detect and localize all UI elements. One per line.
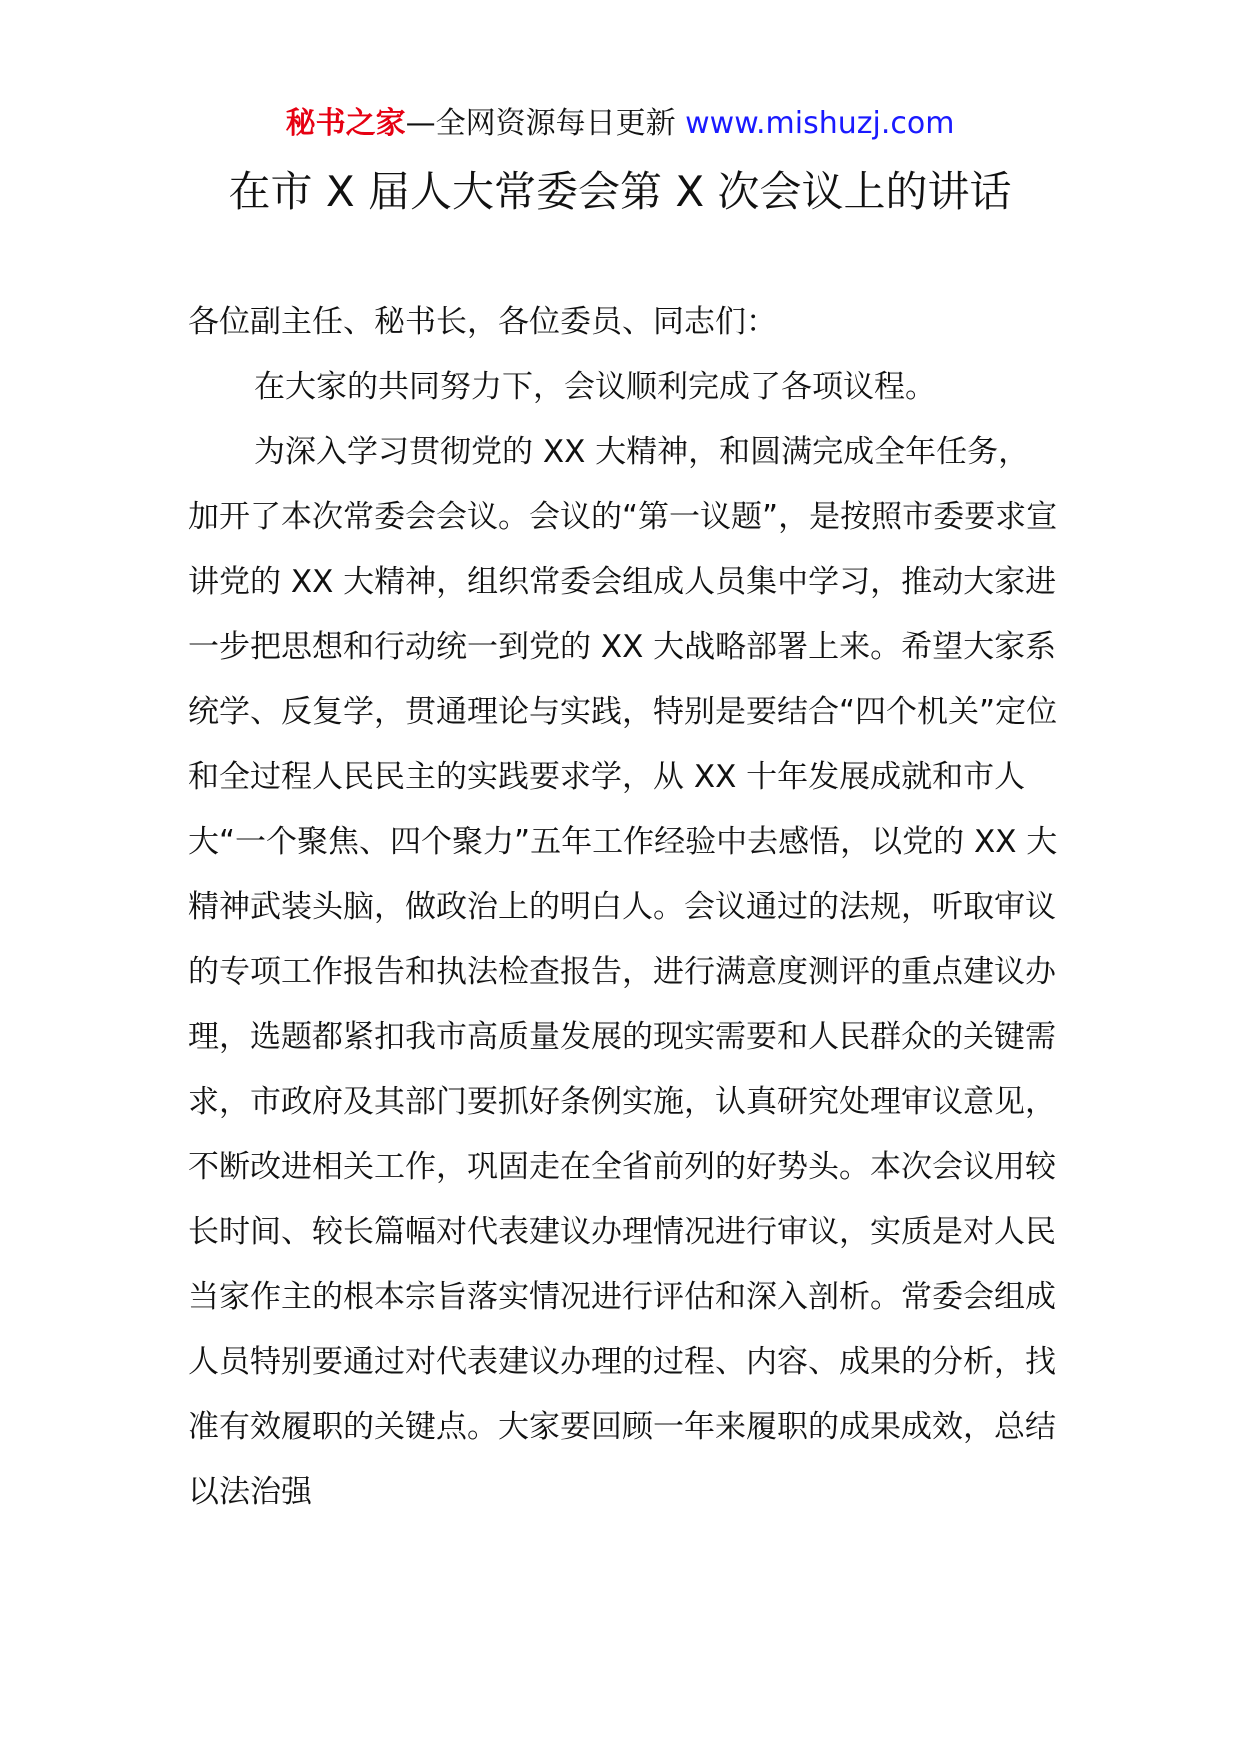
document-title: 在市 X 届人大常委会第 X 次会议上的讲话: [228, 167, 1012, 216]
site-url-link[interactable]: www.mishuzj.com: [685, 106, 955, 141]
salutation: 各位副主任、秘书长，各位委员、同志们：: [188, 304, 777, 340]
paragraph-1: 在大家的共同努力下，会议顺利完成了各项议程。: [254, 369, 936, 405]
header-tagline: —全网资源每日更新: [405, 106, 686, 141]
brand-name: 秘书之家: [285, 106, 406, 141]
site-header: [0, 100, 1240, 148]
paragraph-2: 为深入学习贯彻党的 XX 大精神，和圆满完成全年任务，加开了本次常委会会议。会议的“第一议题”，是按照市委要求宣讲党的 XX 大精神，组织常委会组成人员集中学习，推动大家进一步把思想和行动统一到党的 XX 大战略部署上来。希望大家系统学、反复学，贯通理论与实践，特别是要结合“四个机关”定位和全过程人民民主的实践要求学，从 XX 十年发展成就和市人大“一个聚焦、四个聚力”五年工作经验中去感悟，以党的 XX 大精神武装头脑，做政治上的明白人。会议通过的法规，听取审议的专项工作报告和执法检查报告，进行满意度测评的重点建议办理，选题都紧扣我市高质量发展的现实需要和人民群众的关键需求，市政府及其部门要抓好条例实施，认真研究处理审议意见，不断改进相关工作，巩固走在全省前列的好势头。本次会议用较长时间、较长篇幅对代表建议办理情况进行审议，实质是对人民当家作主的根本宗旨落实情况进行评估和深入剖析。常委会组成人员特别要通过对代表建议办理的过程、内容、成果的分析，找准有效履职的关键点。大家要回顾一年来履职的成果成效，总结以法治强: [188, 434, 1058, 1510]
document-body: [188, 290, 1058, 1525]
